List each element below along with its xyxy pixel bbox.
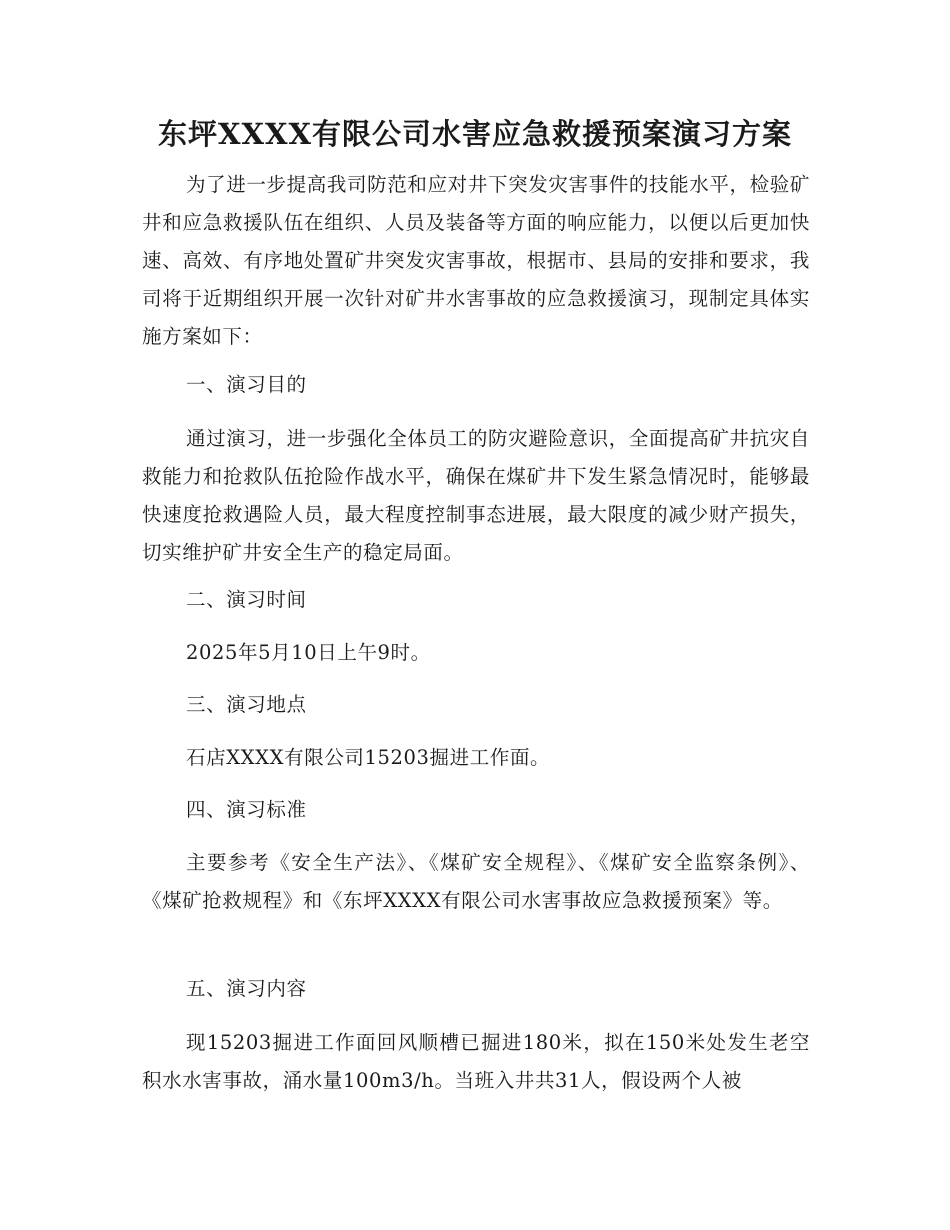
section-heading-content: 五、演习内容	[186, 977, 307, 1000]
section-text-content: 现15203掘进工作面回风顺槽已掘进180米，拟在150米处发生老空积水水害事故，涌水量100m3/h。当班入井共31人，假设两个人被	[142, 1031, 810, 1092]
section-text-standards: 主要参考《安全生产法》、《煤矿安全规程》、《煤矿安全监察条例》、《煤矿抢救规程》和《东坪XXXX有限公司水害事故应急救援预案》等。	[142, 851, 810, 912]
section-text-location: 石店XXXX有限公司15203掘进工作面。	[186, 746, 551, 769]
document-title: 东坪XXXX有限公司水害应急救援预案演习方案	[157, 117, 792, 151]
section-heading-time: 二、演习时间	[186, 588, 307, 611]
section-heading-standards: 四、演习标准	[186, 798, 307, 821]
section-text-time: 2025年5月10日上午9时。	[186, 641, 431, 664]
intro-paragraph: 为了进一步提高我司防范和应对井下突发灾害事件的技能水平，检验矿井和应急救援队伍在组织、人员及装备等方面的响应能力，以便以后更加快速、高效、有序地处置矿井突发灾害事故，根据市、县局的安排和要求，我司将于近期组织开展一次针对矿井水害事故的应急救援演习，现制定具体实施方案如下：	[142, 173, 810, 348]
section-heading-location: 三、演习地点	[186, 693, 307, 716]
section-text-purpose: 通过演习，进一步强化全体员工的防灾避险意识，全面提高矿井抗灾自救能力和抢救队伍抢险作战水平，确保在煤矿井下发生紧急情况时，能够最快速度抢救遇险人员，最大程度控制事态进展，最大限度的减少财产损失，切实维护矿井安全生产的稳定局面。	[142, 427, 810, 564]
section-heading-purpose: 一、演习目的	[186, 373, 307, 396]
